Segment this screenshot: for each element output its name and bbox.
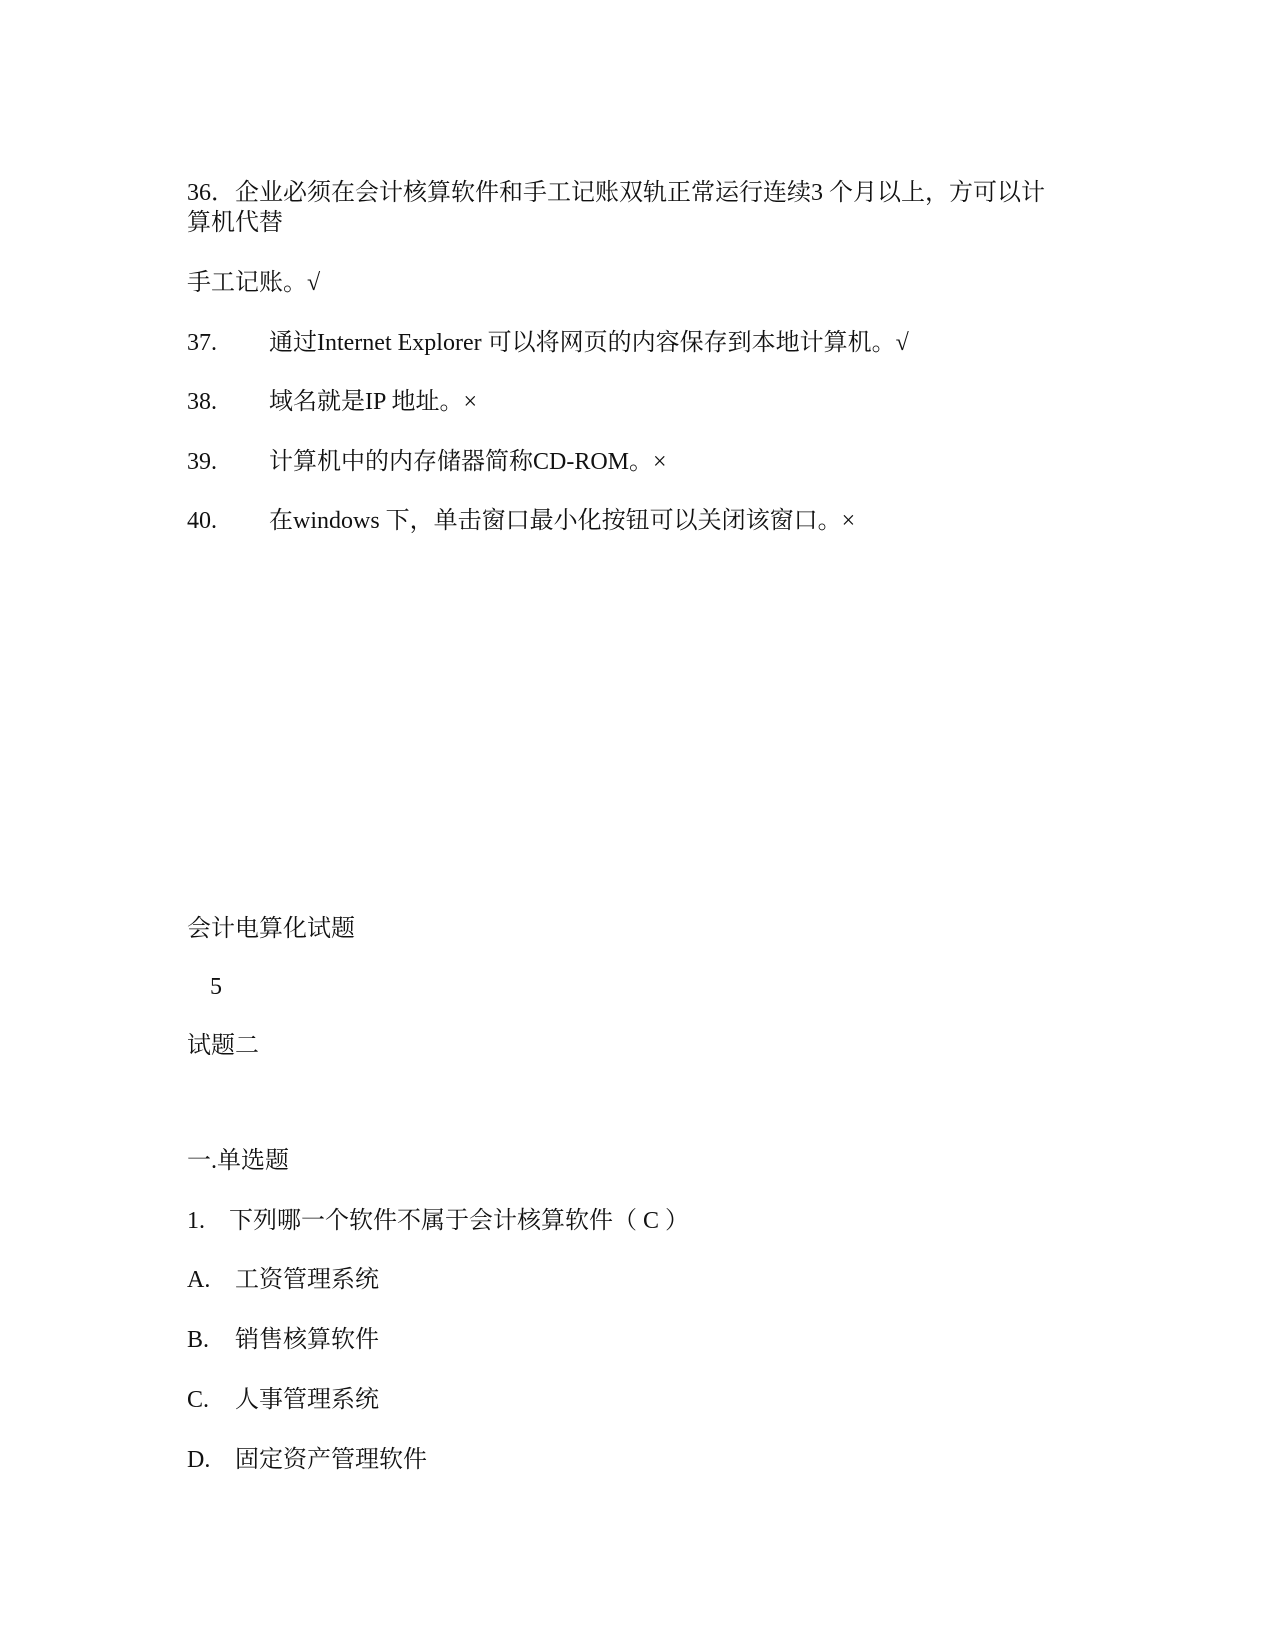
item-text: 通过Internet Explorer 可以将网页的内容保存到本地计算机。√ — [269, 330, 909, 356]
option-label: A. — [187, 1267, 211, 1293]
exam-title: 试题二 — [187, 1033, 259, 1059]
tf-item-37 — [187, 328, 909, 358]
option-text: 工资管理系统 — [235, 1267, 379, 1293]
footer-title: 会计电算化试题 — [187, 916, 355, 942]
mcq-option-b — [187, 1325, 379, 1355]
mcq-option-a — [187, 1265, 379, 1295]
item-number: 40. — [187, 508, 217, 534]
option-label: C. — [187, 1387, 210, 1413]
option-text: 销售核算软件 — [235, 1327, 379, 1353]
q36-line-3: 手工记账。√ — [187, 270, 321, 296]
q36-line-2: 算机代替 — [187, 210, 283, 236]
option-text: 人事管理系统 — [235, 1387, 379, 1413]
item-number: 39. — [187, 449, 217, 475]
tf-item-40 — [187, 506, 855, 536]
option-text: 固定资产管理软件 — [235, 1447, 427, 1473]
section-heading: 一.单选题 — [187, 1148, 289, 1174]
page-number: 5 — [210, 974, 222, 1000]
question-number: 1. — [187, 1208, 205, 1234]
item-text: 在windows 下，单击窗口最小化按钮可以关闭该窗口。× — [269, 508, 856, 534]
tf-item-38 — [187, 387, 477, 417]
option-label: D. — [187, 1447, 211, 1473]
option-label: B. — [187, 1327, 210, 1353]
item-text: 计算机中的内存储器简称CD-ROM。× — [269, 449, 667, 475]
tf-item-39 — [187, 447, 667, 477]
mcq-option-d — [187, 1445, 427, 1475]
item-number: 38. — [187, 389, 217, 415]
item-text: 域名就是IP 地址。× — [269, 389, 477, 415]
mcq-question-1 — [187, 1206, 689, 1236]
q36-line-1: 36．企业必须在会计核算软件和手工记账双轨正常运行连续3 个月以上，方可以计 — [187, 180, 1045, 206]
mcq-option-c — [187, 1385, 379, 1415]
question-text: 下列哪一个软件不属于会计核算软件（ C ） — [229, 1208, 690, 1234]
item-number: 37. — [187, 330, 217, 356]
